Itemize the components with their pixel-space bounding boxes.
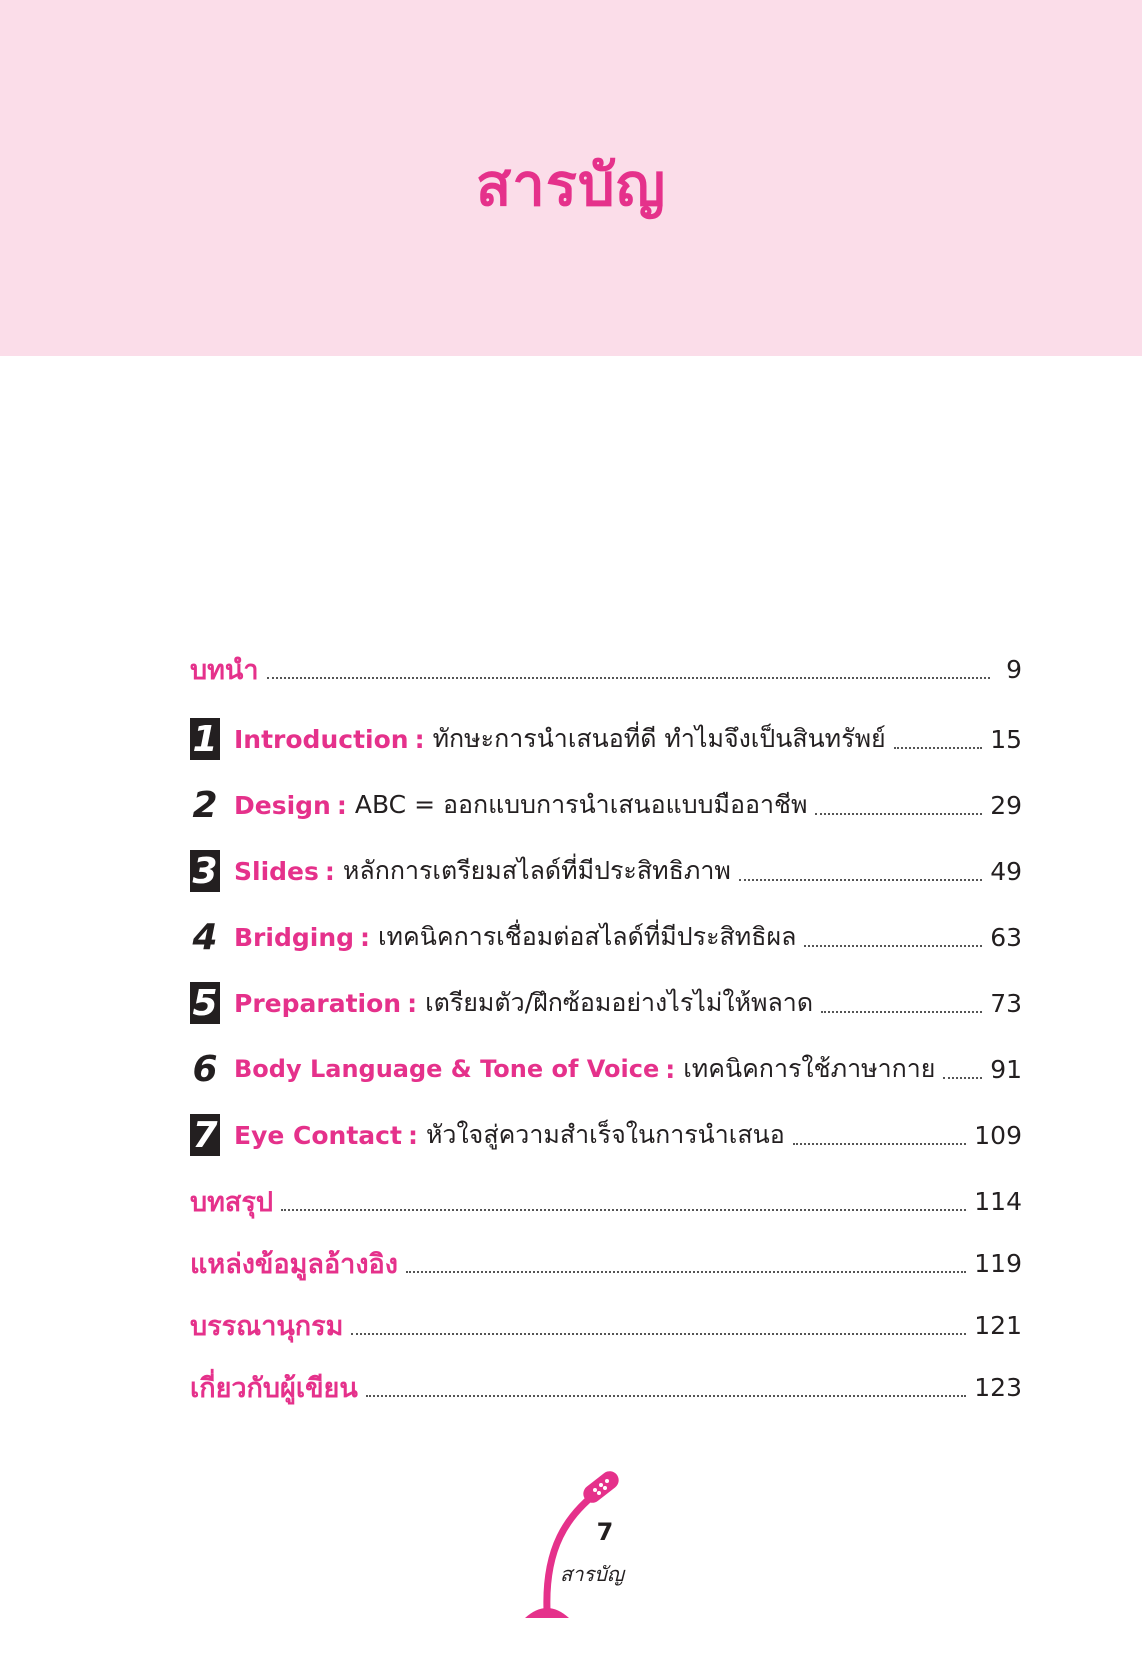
chapter-number: 6 <box>192 1048 218 1090</box>
chapter-title-th: เตรียมตัว/ฝึกซ้อมอย่างไรไม่ให้พลาด <box>425 988 814 1017</box>
toc-page-number: 119 <box>974 1248 1022 1278</box>
dot-leader <box>815 813 982 815</box>
toc-page-number: 29 <box>990 790 1022 820</box>
page-title: สารบัญ <box>475 151 667 219</box>
chapter-separator: : <box>360 922 371 952</box>
toc-entry-intro[interactable] <box>190 646 1022 692</box>
toc-entry-conclusion[interactable] <box>190 1178 1022 1224</box>
dot-leader <box>351 1333 966 1335</box>
dot-leader <box>281 1209 966 1211</box>
chapter-number: 4 <box>192 916 218 958</box>
page-number: 7 <box>596 1518 614 1546</box>
toc-page-number: 114 <box>974 1186 1022 1216</box>
chapter-separator: : <box>665 1054 676 1084</box>
dot-leader <box>406 1271 966 1273</box>
dot-leader <box>366 1395 966 1397</box>
dot-leader <box>804 945 982 947</box>
dot-leader <box>943 1077 982 1079</box>
chapter-separator: : <box>336 790 347 820</box>
chapter-title-th: ทักษะการนำเสนอที่ดี ทำไมจึงเป็นสินทรัพย์ <box>432 724 886 753</box>
dot-leader <box>821 1011 982 1013</box>
chapter-title-en: Preparation <box>234 988 402 1018</box>
chapter-title-en: Eye Contact <box>234 1120 402 1150</box>
toc-page-number: 123 <box>974 1372 1022 1402</box>
chapter-number: 2 <box>192 784 218 826</box>
toc-page-number: 63 <box>990 922 1022 952</box>
dot-leader <box>267 677 990 679</box>
chapter-separator: : <box>324 856 335 886</box>
toc-entry-chapter-5[interactable] <box>190 980 1022 1026</box>
toc-entry-title: แหล่งข้อมูลอ้างอิง <box>190 1248 398 1280</box>
chapter-title-en: Bridging <box>234 922 355 952</box>
chapter-number-badge: 1 <box>190 718 220 760</box>
chapter-number-badge: 5 <box>190 982 220 1024</box>
toc-entry-chapter-3[interactable] <box>190 848 1022 894</box>
dot-leader <box>793 1143 967 1145</box>
toc-entry-title: บรรณานุกรม <box>190 1310 344 1342</box>
chapter-separator: : <box>407 988 418 1018</box>
toc-entry-chapter-1[interactable] <box>190 716 1022 762</box>
toc-page-number: 15 <box>990 724 1022 754</box>
chapter-title-th: หัวใจสู่ความสำเร็จในการนำเสนอ <box>425 1120 785 1149</box>
toc-entry-title: บทนำ <box>190 654 259 686</box>
toc-entry-title: บทสรุป <box>190 1186 274 1218</box>
toc-entry-chapter-4[interactable] <box>190 914 1022 960</box>
toc-entry-title: เกี่ยวกับผู้เขียน <box>190 1372 358 1404</box>
chapter-number-badge: 7 <box>190 1114 220 1156</box>
chapter-number-badge: 3 <box>190 850 220 892</box>
toc-entry-references[interactable] <box>190 1240 1022 1286</box>
chapter-title-en: Body Language & Tone of Voice <box>234 1055 660 1083</box>
toc-entry-bibliography[interactable] <box>190 1302 1022 1348</box>
toc-page-number: 73 <box>990 988 1022 1018</box>
chapter-title-en: Introduction <box>234 724 409 754</box>
toc-entry-chapter-2[interactable] <box>190 782 1022 828</box>
dot-leader <box>739 879 982 881</box>
toc-page-number: 91 <box>990 1054 1022 1084</box>
chapter-separator: : <box>407 1120 418 1150</box>
toc-entry-chapter-6[interactable] <box>190 1046 1022 1092</box>
chapter-title-th: เทคนิคการเชื่อมต่อสไลด์ที่มีประสิทธิผล <box>378 922 797 951</box>
toc-page-number: 109 <box>974 1120 1022 1150</box>
toc-page-number: 121 <box>974 1310 1022 1340</box>
chapter-separator: : <box>414 724 425 754</box>
toc-entry-chapter-7[interactable] <box>190 1112 1022 1158</box>
chapter-title-th: หลักการเตรียมสไลด์ที่มีประสิทธิภาพ <box>342 856 731 885</box>
chapter-title-th: ABC = ออกแบบการนำเสนอแบบมืออาชีพ <box>354 790 808 819</box>
footer-label: สารบัญ <box>560 1562 624 1586</box>
chapter-title-th: เทคนิคการใช้ภาษากาย <box>683 1054 936 1083</box>
toc-page-number: 49 <box>990 856 1022 886</box>
toc-page-number: 9 <box>1006 654 1022 684</box>
dot-leader <box>894 747 982 749</box>
chapter-title-en: Slides <box>234 856 319 886</box>
chapter-title-en: Design <box>234 790 331 820</box>
toc-entry-author[interactable] <box>190 1364 1022 1410</box>
